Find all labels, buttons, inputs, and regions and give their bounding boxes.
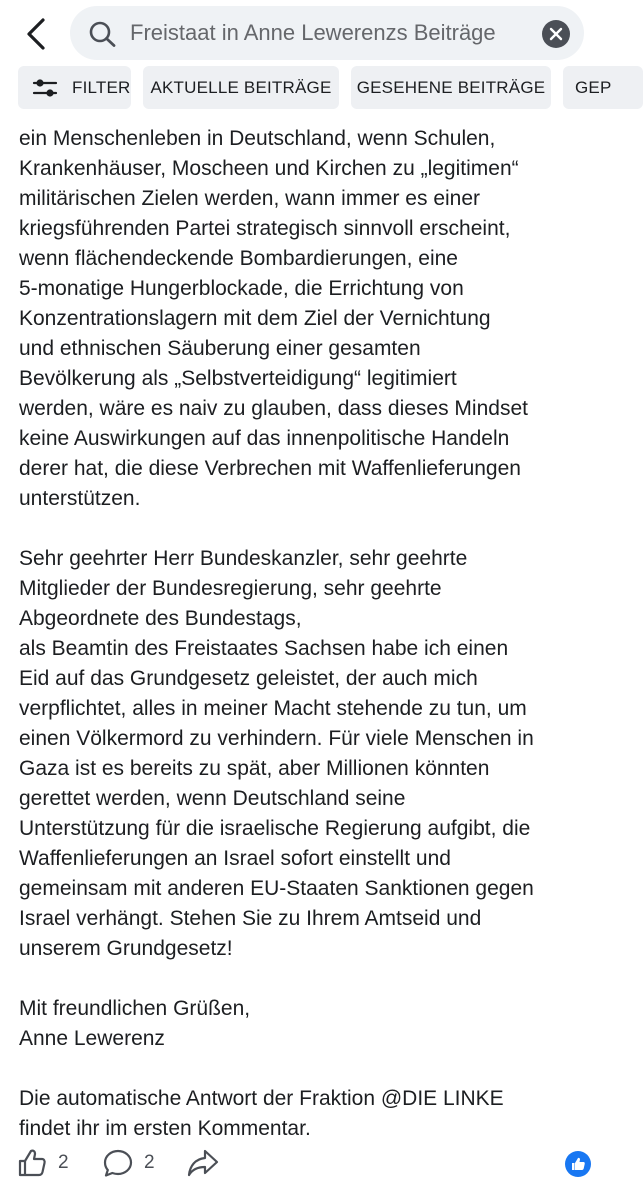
chip-current-posts[interactable] — [143, 66, 339, 109]
post-paragraph: ein Menschenleben in Deutschland, wenn Schulen, Krankenhäuser, Moscheen und Kirchen zu „legitimen“ militärischen Zielen werden, wann immer es einer kriegsführenden Partei strategisch sinnvoll erscheint, wenn flächendeckende Bombardierungen, eine 5-monatige Hungerblockade, die Errichtung von Konzentrationslagern mit dem Ziel der Vernichtung und ethnischen Säuberung einer gesamten Bevölkerung als „Selbstverteidigung“ legitimiert werden, wäre es naiv zu glauben, dass dieses Mindset keine Auswirkungen auf das innenpolitische Handeln derer hat, die diese Verbrechen mit Waffenlieferungen unterstützen. — [19, 127, 528, 510]
comment-count: 2 — [144, 1152, 155, 1173]
paragraph-spacer — [19, 964, 599, 994]
paragraph-spacer — [19, 1054, 599, 1084]
chip-label: GEP — [575, 77, 612, 97]
post-action-bar — [0, 1145, 607, 1185]
back-button[interactable] — [18, 16, 54, 52]
search-input[interactable] — [130, 18, 530, 48]
top-search-bar — [0, 0, 607, 66]
paragraph-spacer — [19, 514, 599, 544]
share-button[interactable] — [186, 1147, 220, 1179]
filter-sliders-icon — [32, 78, 58, 98]
chip-partial[interactable] — [563, 66, 643, 109]
post-paragraph: Sehr geehrter Herr Bundeskanzler, sehr geehrte Mitglieder der Bundesregierung, sehr geehrte Abgeordnete des Bundestags, als Beamtin des Freistaates Sachsen habe ich einen Eid auf das Grundgesetz geleistet, der auch mich verpflichtet, alles in meiner Macht stehende zu tun, um einen Völkermord zu verhindern. Für viele Menschen in Gaza ist es bereits zu spät, aber Millionen könnten gerettet werden, wenn Deutschland seine Unterstützung für die israelische Regierung aufgibt, die Waffenlieferungen an Israel sofort einstellt und gemeinsam mit anderen EU-Staaten Sanktionen gegen Israel verhängt. Stehen Sie zu Ihrem Amtseid und unserem Grundgesetz! — [19, 547, 534, 960]
clear-icon — [549, 27, 563, 41]
like-button[interactable] — [16, 1147, 69, 1179]
like-reaction-icon[interactable] — [565, 1151, 591, 1177]
search-icon — [88, 21, 118, 47]
post-signoff: Mit freundlichen Grüßen, Anne Lewerenz — [19, 997, 251, 1050]
back-arrow-icon — [25, 17, 47, 51]
filter-label: FILTER — [72, 77, 131, 97]
share-arrow-icon — [186, 1147, 220, 1179]
post-paragraph: Die automatische Antwort der Fraktion @DIE LINKE findet ihr im ersten Kommentar. — [19, 1087, 504, 1140]
chip-seen-posts[interactable] — [351, 66, 551, 109]
comment-button[interactable] — [102, 1147, 155, 1179]
chip-label: GESEHENE BEITRÄGE — [356, 77, 546, 97]
filter-chip-row — [0, 66, 612, 110]
comment-bubble-icon — [102, 1147, 134, 1179]
thumbs-up-small-icon — [570, 1156, 586, 1172]
filter-button[interactable] — [18, 66, 131, 109]
like-count: 2 — [58, 1152, 69, 1173]
post-text — [19, 124, 599, 1144]
chip-label: AKTUELLE BEITRÄGE — [150, 77, 332, 97]
thumbs-up-icon — [16, 1147, 48, 1179]
clear-search-button[interactable] — [542, 20, 570, 48]
search-box[interactable] — [70, 6, 584, 60]
